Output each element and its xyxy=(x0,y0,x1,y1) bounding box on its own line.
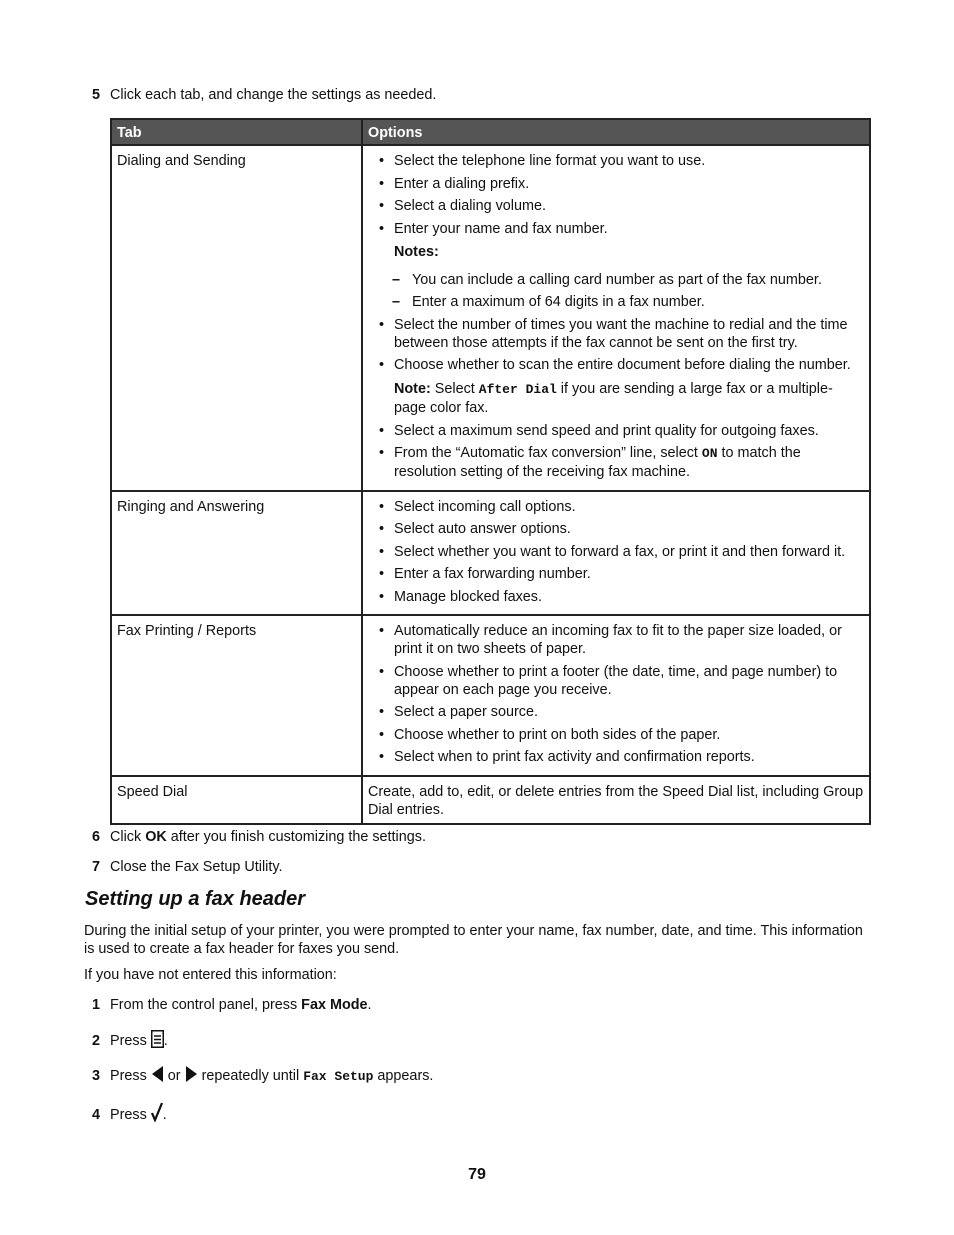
list-item: • Select whether you want to forward a fax, or print it and then forward it. xyxy=(377,543,864,561)
step-6 xyxy=(92,828,426,846)
note-code: After Dial xyxy=(478,382,557,397)
note-label: Note: xyxy=(394,381,431,397)
note-text-post: if you are sending a large fax or a multiple-page color fax. xyxy=(394,381,833,416)
page-number: 79 xyxy=(468,1166,486,1183)
step-number: 7 xyxy=(92,859,101,875)
checkmark-icon xyxy=(151,1102,163,1127)
step-text: Click each tab, and change the settings as needed. xyxy=(110,87,437,103)
options-cell xyxy=(362,615,870,776)
intro-paragraph: During the initial setup of your printer, you were prompted to enter your name, fax number, date, and time. This information is used to create a fax header for faxes you send. xyxy=(84,923,863,957)
section-title: Setting up a fax header xyxy=(85,888,306,910)
step-text-post: . xyxy=(367,997,372,1013)
list-item: • Select a dialing volume. xyxy=(377,197,864,215)
tab-name-cell: Speed Dial xyxy=(111,776,362,824)
note-text-pre: Select xyxy=(434,381,475,397)
step-7 xyxy=(92,858,283,876)
menu-icon xyxy=(151,1030,164,1053)
step-number: 1 xyxy=(92,997,101,1013)
item-code: ON xyxy=(701,446,718,461)
note-item: – Enter a maximum of 64 digits in a fax number. xyxy=(377,293,864,311)
table-header-row xyxy=(111,119,870,145)
step-code: Fax Setup xyxy=(303,1069,374,1084)
step-number: 3 xyxy=(92,1068,101,1084)
options-cell xyxy=(362,491,870,616)
list-item: • Manage blocked faxes. xyxy=(377,588,864,606)
step-2 xyxy=(92,1030,168,1053)
cell-text: Create, add to, edit, or delete entries from the Speed Dial list, including Group Dial entries. xyxy=(368,783,864,818)
step-text-post: after you finish customizing the settings. xyxy=(170,829,426,845)
list-item: • Choose whether to print on both sides of the paper. xyxy=(377,726,864,744)
step-text: Close the Fax Setup Utility. xyxy=(110,859,283,875)
step-number: 2 xyxy=(92,1033,101,1049)
options-list xyxy=(368,498,864,606)
step-5 xyxy=(92,86,436,104)
list-item: • Select a maximum send speed and print quality for outgoing faxes. xyxy=(377,422,864,440)
step-text-post: . xyxy=(162,1107,167,1123)
item-text-pre: From the “Automatic fax conversion” line, select xyxy=(394,445,698,461)
note-item: – You can include a calling card number as part of the fax number. xyxy=(377,271,864,289)
header-tab: Tab xyxy=(111,119,362,145)
condition-paragraph: If you have not entered this information: xyxy=(84,967,337,983)
step-3 xyxy=(92,1065,433,1088)
list-item: • Enter a fax forwarding number. xyxy=(377,565,864,583)
step-text-pre: Click xyxy=(110,829,142,845)
list-item: • Choose whether to scan the entire document before dialing the number. xyxy=(377,356,864,374)
step-number: 4 xyxy=(92,1107,101,1123)
fax-settings-table xyxy=(110,118,871,825)
tab-name-cell: Fax Printing / Reports xyxy=(111,615,362,776)
notes-block xyxy=(377,243,864,312)
note-block xyxy=(377,380,864,417)
tab-name-cell: Ringing and Answering xyxy=(111,491,362,616)
right-arrow-icon xyxy=(185,1065,198,1088)
step-4 xyxy=(92,1102,167,1127)
step-text-pre: Press xyxy=(110,1068,147,1084)
list-item: • Select incoming call options. xyxy=(377,498,864,516)
table-row-dialing xyxy=(111,145,870,491)
step-number: 6 xyxy=(92,829,101,845)
header-options: Options xyxy=(362,119,870,145)
tab-name-cell: Dialing and Sending xyxy=(111,145,362,491)
list-item: • Enter your name and fax number. xyxy=(377,220,864,238)
options-list xyxy=(368,152,864,481)
options-cell xyxy=(362,145,870,491)
list-item: • Enter a dialing prefix. xyxy=(377,175,864,193)
list-item: • Choose whether to print a footer (the date, time, and page number) to appear on each page you receive. xyxy=(377,663,864,699)
options-cell xyxy=(362,776,870,824)
list-item: • Select the telephone line format you want to use. xyxy=(377,152,864,170)
step-text-post: . xyxy=(163,1033,168,1049)
note-paragraph xyxy=(377,380,864,417)
list-item: • Select when to print fax activity and confirmation reports. xyxy=(377,748,864,766)
table-row-printing xyxy=(111,615,870,776)
list-item: • Automatically reduce an incoming fax to fit to the paper size loaded, or print it on two sheets of paper. xyxy=(377,622,864,658)
step-text-pre: Press xyxy=(110,1033,147,1049)
list-item: • Select the number of times you want the machine to redial and the time between those attempts if the fax cannot be sent on the first try. xyxy=(377,316,864,352)
options-list xyxy=(368,622,864,766)
left-arrow-icon xyxy=(151,1065,164,1088)
step-text-pre: Press xyxy=(110,1107,147,1123)
list-item xyxy=(377,444,864,481)
item-text-post: to match the resolution setting of the receiving fax machine. xyxy=(394,445,801,480)
step-number: 5 xyxy=(92,87,101,103)
list-item: • Select auto answer options. xyxy=(377,520,864,538)
step-text-mid: or xyxy=(167,1068,181,1084)
step-text-post: appears. xyxy=(377,1068,434,1084)
step-bold: Fax Mode xyxy=(301,997,368,1013)
step-text-pre: From the control panel, press xyxy=(110,997,298,1013)
table-row-ringing xyxy=(111,491,870,616)
table-row-speed-dial xyxy=(111,776,870,824)
list-item: • Select a paper source. xyxy=(377,703,864,721)
step-bold: OK xyxy=(145,829,167,845)
step-1 xyxy=(92,996,372,1014)
step-text-post-pre: repeatedly until xyxy=(201,1068,300,1084)
notes-label: Notes: xyxy=(394,243,439,260)
